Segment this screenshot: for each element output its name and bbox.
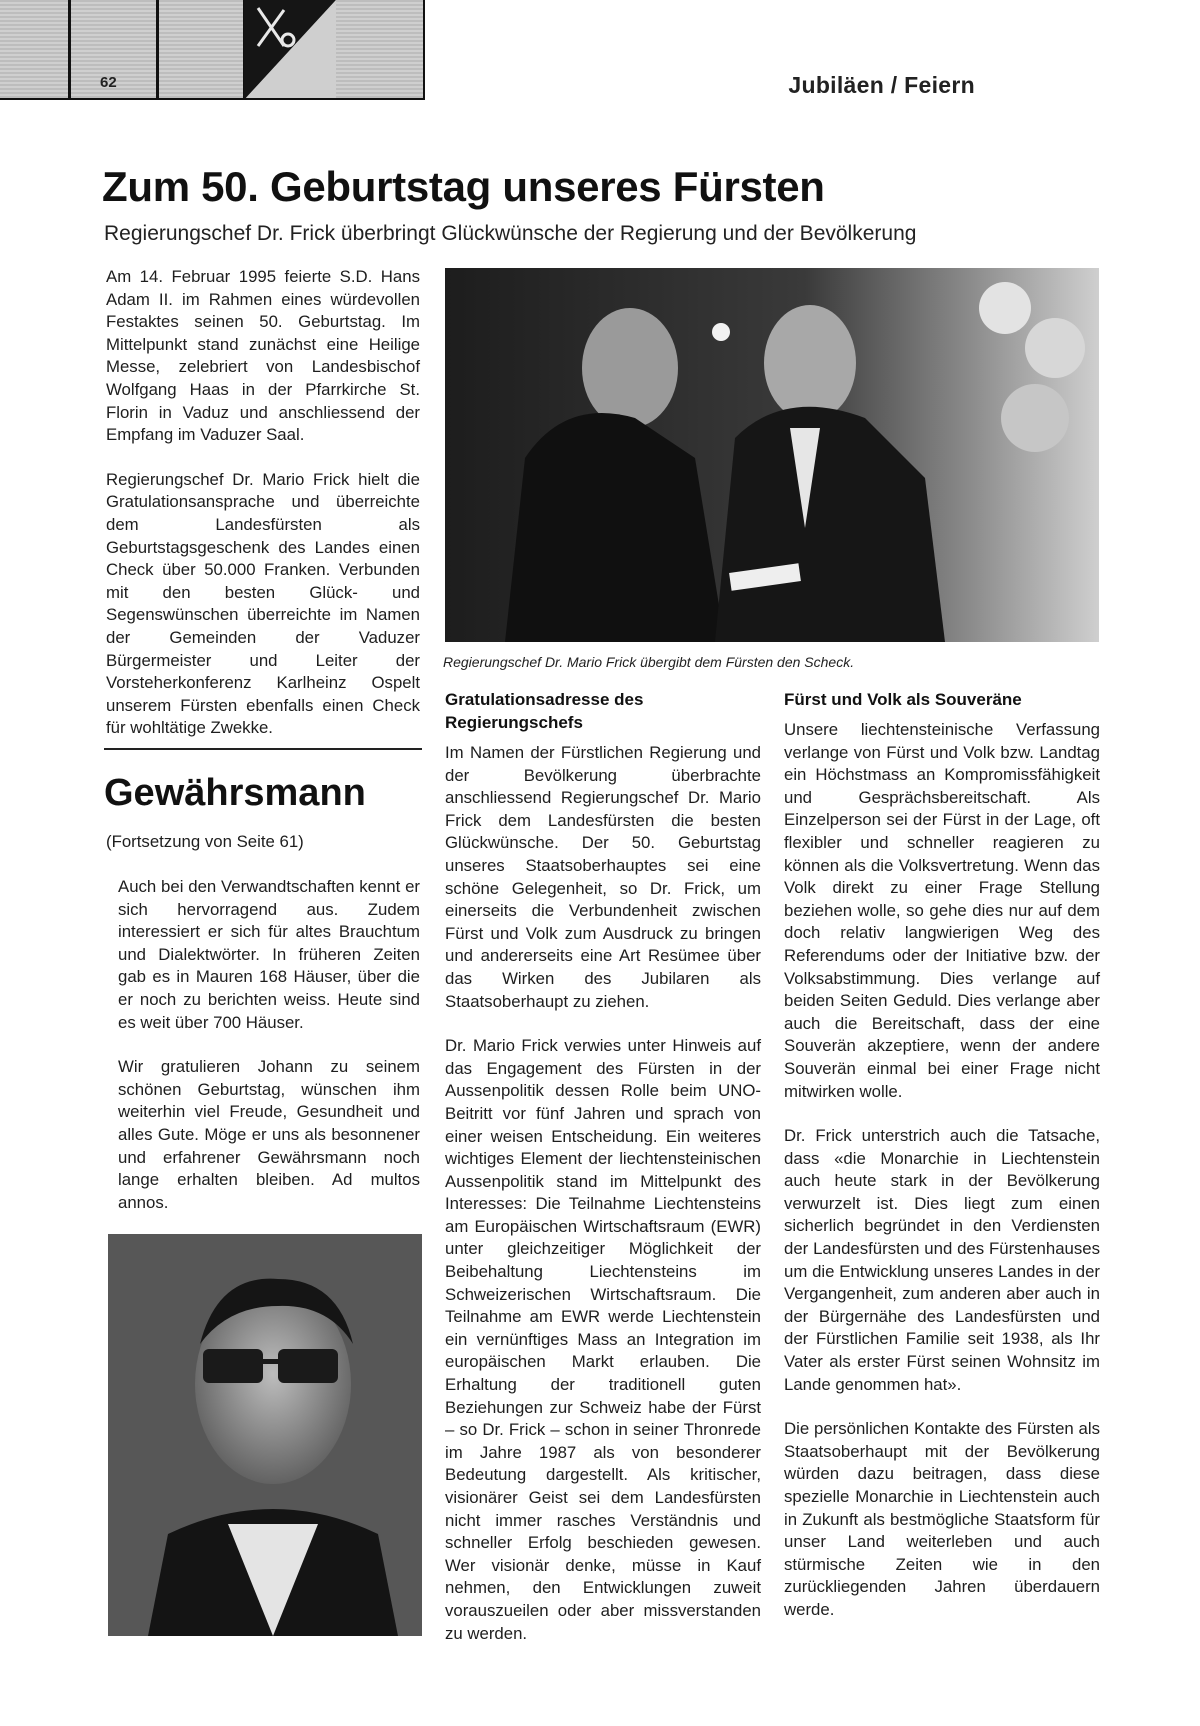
crossed-swords-key-emblem [244, 0, 336, 100]
intro-paragraph: Am 14. Februar 1995 feierte S.D. Hans Adam II. im Rahmen eines würdevollen Festaktes seinen 50. Geburtstag. Im Mittelpunkt stand zunächst eine Heilige Messe, zelebriert von Landesbischof Wolfgang Haas in der Pfarrkirche St. Florin in Vaduz und anschliessend der Empfang im Vaduzer Saal. [106, 267, 420, 445]
sidebar-paragraph: Auch bei den Verwandtschaften kennt er sich hervorragend aus. Zudem interessiert er sich für altes Brauchtum und Dialektwörter. In früheren Zeiten gab es in Mauren 168 Häuser, über die er noch zu berichten weiss. Heute sind es weit über 700 Häuser. [118, 877, 420, 1032]
header-divider [68, 0, 71, 100]
sidebar-paragraph: Wir gratulieren Johann zu seinem schönen Geburtstag, wünschen ihm weiterhin viel Freude, Gesundheit und alles Gute. Möge er uns als besonnener und erfahrener Gewährsmann noch lange erhalten bleiben. Ad multos annos. [118, 1057, 420, 1212]
section-divider [104, 748, 422, 750]
sidebar-title: Gewährsmann [104, 772, 366, 814]
body-paragraph: Im Namen der Fürstlichen Regierung und der Bevölkerung überbrachte anschliessend Regierungschef Dr. Mario Frick dem Landesfürsten die besten Glückwünsche. Der 50. Geburtstag unseres Staatsoberhauptes sei eine schöne Gelegenheit, so Dr. Frick, um einerseits die Verbundenheit zwischen Fürst und Volk zum Ausdruck zu bringen und andererseits eine Art Resümee über das Wirken des Jubilaren als Staatsoberhaupt zu ziehen. [445, 743, 761, 1011]
ceremony-photo [445, 268, 1099, 642]
middle-column [445, 688, 761, 1645]
right-column [784, 688, 1100, 1622]
body-paragraph: Unsere liechtensteinische Verfassung verlange von Fürst und Volk bzw. Landtag ein Höchstmass an Kompromissfähigkeit und Gesprächsbereitschaft. Als Einzelperson sei der Fürst in der Lage, oft flexibler und schneller reagieren zu können als die Volksvertretung. Wenn das Volk direkt zu einer Frage Stellung beziehen wolle, so gehe dies nur auf dem doch relativ langwierigen Weg des Referendums oder der Initiative bzw. der Volksabstimmung. Dies verlange auf beiden Seiten Geduld. Dies verlange aber auch die Bereitschaft, dass der eine Souverän akzeptiere, wenn der andere Souverän einmal bei einer Frage nicht mitwirken wolle. [784, 720, 1100, 1101]
photo-caption: Regierungschef Dr. Mario Frick übergibt dem Fürsten den Scheck. [443, 654, 855, 670]
section-heading: Fürst und Volk als Souveräne [784, 690, 1022, 709]
article-subtitle: Regierungschef Dr. Frick überbringt Glückwünsche der Regierung und der Bevölkerung [104, 222, 917, 245]
continuation-note: (Fortsetzung von Seite 61) [106, 832, 304, 851]
header-divider [423, 0, 425, 100]
header-divider [156, 0, 159, 100]
body-paragraph: Dr. Mario Frick verwies unter Hinweis auf das Engagement des Fürsten in der Aussenpolitik dessen Rolle beim UNO-Beitritt vor fünf Jahren und sprach von einer weisen Entscheidung. Ein weiteres wichtiges Element der liechtensteinischen Aussenpolitik stand im Mittelpunkt des Interesses: Die Teilnahme Liechtensteins am Europäischen Wirtschaftsraum (EWR) unter gleichzeitiger Möglichkeit der Beibehaltung Liechtensteins im Schweizerischen Wirtschaftsraum. Die Teilnahme am EWR werde Liechtenstein ein vernünftiges Mass an Integration im europäischen Markt erlauben. Die Erhaltung der traditionell guten Beziehungen zur Schweiz habe der Fürst – so Dr. Frick – schon in seiner Thronrede im Jahre 1987 als von besonderer Bedeutung dargestellt. Als kritischer, visionärer Geist sei dem Landesfürsten nicht immer rasches Verständnis und schneller Erfolg beschieden gewesen. Wer visionär denke, müsse in Kauf nehmen, den Entwicklungen zuweit vorauszueilen oder aber missverstanden zu werden. [445, 1036, 761, 1643]
intro-column [106, 266, 420, 740]
article-title: Zum 50. Geburtstag unseres Fürsten [102, 163, 825, 210]
page-number: 62 [100, 74, 117, 91]
portrait-photo [108, 1234, 422, 1636]
intro-paragraph: Regierungschef Dr. Mario Frick hielt die Gratulationsansprache und überreichte dem Landesfürsten als Geburtstagsgeschenk des Landes einen Check über 50.000 Franken. Verbunden mit den besten Glück- und Segenswünschen überreichte im Namen der Gemeinden der Vaduzer Bürgermeister und Leiter der Vorsteherkonferenz Karlheinz Ospelt unserem Fürsten ebenfalls einen Check für wohltätige Zwekke. [106, 469, 420, 738]
sidebar-column [118, 876, 420, 1214]
body-paragraph: Dr. Frick unterstrich auch die Tatsache, dass «die Monarchie in Liechtenstein auch heute stark in der Bevölkerung verwurzelt ist. Dies liegt zum einen sicherlich begründet in den Verdiensten der Landesfürsten und des Fürstenhauses um die Entwicklung unseres Landes in der Vergangenheit, zum anderen aber auch in der Bürgernähe des Landesfürsten und der Fürstlichen Familie seit 1938, als Ihr Vater als erster Fürst seinen Wohnsitz im Lande genommen hat». [784, 1126, 1100, 1394]
section-label: Jubiläen / Feiern [788, 72, 975, 98]
body-paragraph: Die persönlichen Kontakte des Fürsten als Staatsoberhaupt mit der Bevölkerung würden dazu beitragen, dass diese spezielle Monarchie in Liechtenstein auch in Zukunft als bestmögliche Staatsform für unser Land weiterleben und auch stürmische Zeiten wie in den zurückliegenden Jahren überdauern werde. [784, 1419, 1100, 1619]
header-rule [0, 98, 425, 100]
header-band [0, 0, 425, 100]
section-heading: Gratulationsadresse des Regierungschefs [445, 690, 644, 732]
